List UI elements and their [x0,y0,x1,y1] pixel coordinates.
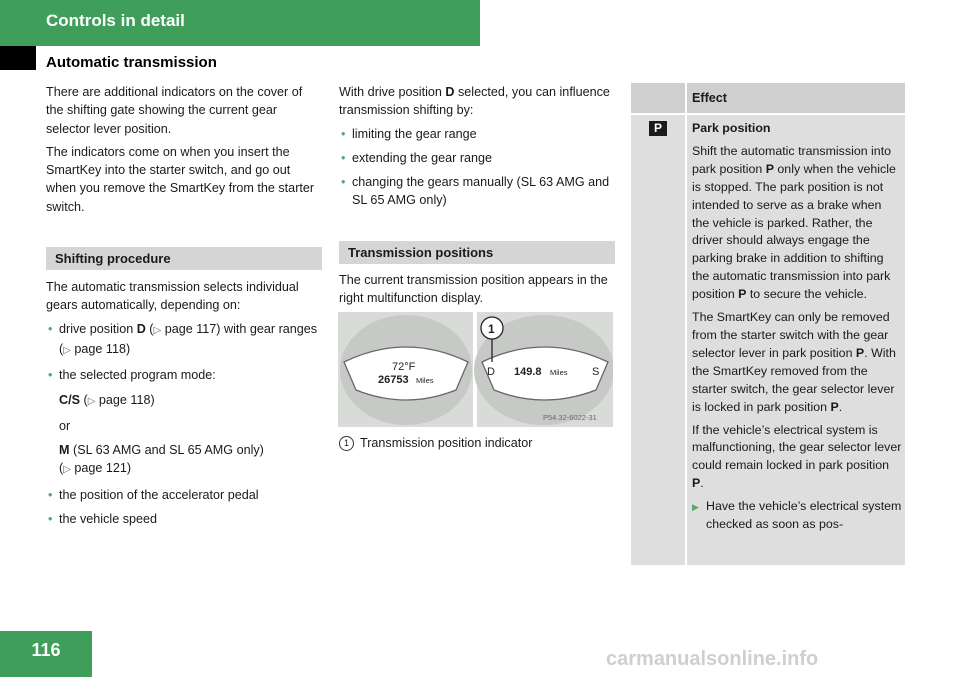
trip-unit: Miles [550,368,568,377]
effect-column-heading: Effect [692,91,727,105]
paragraph: There are additional indicators on the cover of the shifting gate showing the current gear selector lever position. [46,85,303,136]
paragraph: The automatic transmission selects individual gears automatically, depending on: [46,280,299,313]
page-ref-arrow-icon: ▷ [63,344,71,356]
list-item: • limiting the gear range [339,125,615,143]
effect-text [692,120,902,539]
paragraph: Shift the automatic transmission into park position P only when the vehicle is stopped. The park position is not intended to serve as a brake when the vehicle is parked. Rather, the driver should always engage the parking brake in addition to shifting the automatic transmission into park position P to secure the vehicle. [692,143,896,302]
list-item: • the selected program mode: C/S (▷ page 118) or M (SL 63 AMG and SL 65 AMG only) (▷ page 121) [46,366,322,479]
subheading-transmission-positions: Transmission positions [339,241,615,264]
temperature-readout: 72°F [392,361,416,373]
paragraph: If the vehicle’s electrical system is malfunctioning, the gear selector lever could remain locked in park position P. [692,422,902,491]
table-column-divider [685,83,687,565]
watermark: carmanualsonline.info [606,648,819,670]
page-ref-arrow-icon: ▷ [63,464,71,476]
figure-code: P54.32-6022-31 [543,413,597,422]
caption-number-icon: 1 [339,436,354,451]
page-title: Automatic transmission [46,54,217,71]
instrument-cluster-illustration [338,312,613,427]
bullet-list [46,320,322,529]
trip-readout: 149.8 [514,366,542,378]
instrument-cluster-figure [338,312,613,427]
list-item: • drive position D (▷ page 117) with gear ranges (▷ page 118) [46,320,322,361]
page-number: 116 [31,640,61,660]
odometer-unit: Miles [416,376,434,385]
paragraph: The SmartKey can only be removed from the starter switch with the gear selector lever in park position P. With the SmartKey removed from the starter switch, the gear selector lever is locked in park position P. [692,310,896,414]
paragraph: The indicators come on when you insert the SmartKey into the starter switch, and go out when you remove the SmartKey from the starter switch. [46,144,315,214]
odometer-readout: 26753 [378,374,409,386]
action-item: ▶ Have the vehicle’s electrical system checked as soon as pos- [692,498,902,534]
list-item: • the vehicle speed [46,510,322,528]
list-item: • extending the gear range [339,149,615,167]
list-item: • changing the gears manually (SL 63 AMG and SL 65 AMG only) [339,173,615,210]
column-middle [339,83,615,312]
bullet-list [339,125,615,210]
paragraph: With drive position D selected, you can influence transmission shifting by: [339,85,610,118]
table-row-divider [631,113,905,115]
section-tab-marker [0,46,36,70]
effect-table-header [631,83,905,114]
paragraph: The current transmission position appears in the right multifunction display. [339,272,608,306]
callout-number: 1 [488,322,495,336]
page-ref-arrow-icon: ▷ [87,395,96,407]
column-left [46,83,322,534]
page-ref-arrow-icon: ▷ [153,324,162,336]
park-position-badge: P [649,121,667,136]
gear-position-right: S [592,366,600,378]
list-item: • the position of the accelerator pedal [46,486,322,504]
subheading-shifting-procedure: Shifting procedure [46,247,322,270]
effect-title: Park position [692,121,771,135]
figure-caption: 1 Transmission position indicator [339,434,615,452]
section-label: Controls in detail [46,11,185,30]
gear-position-left: D [487,366,495,378]
